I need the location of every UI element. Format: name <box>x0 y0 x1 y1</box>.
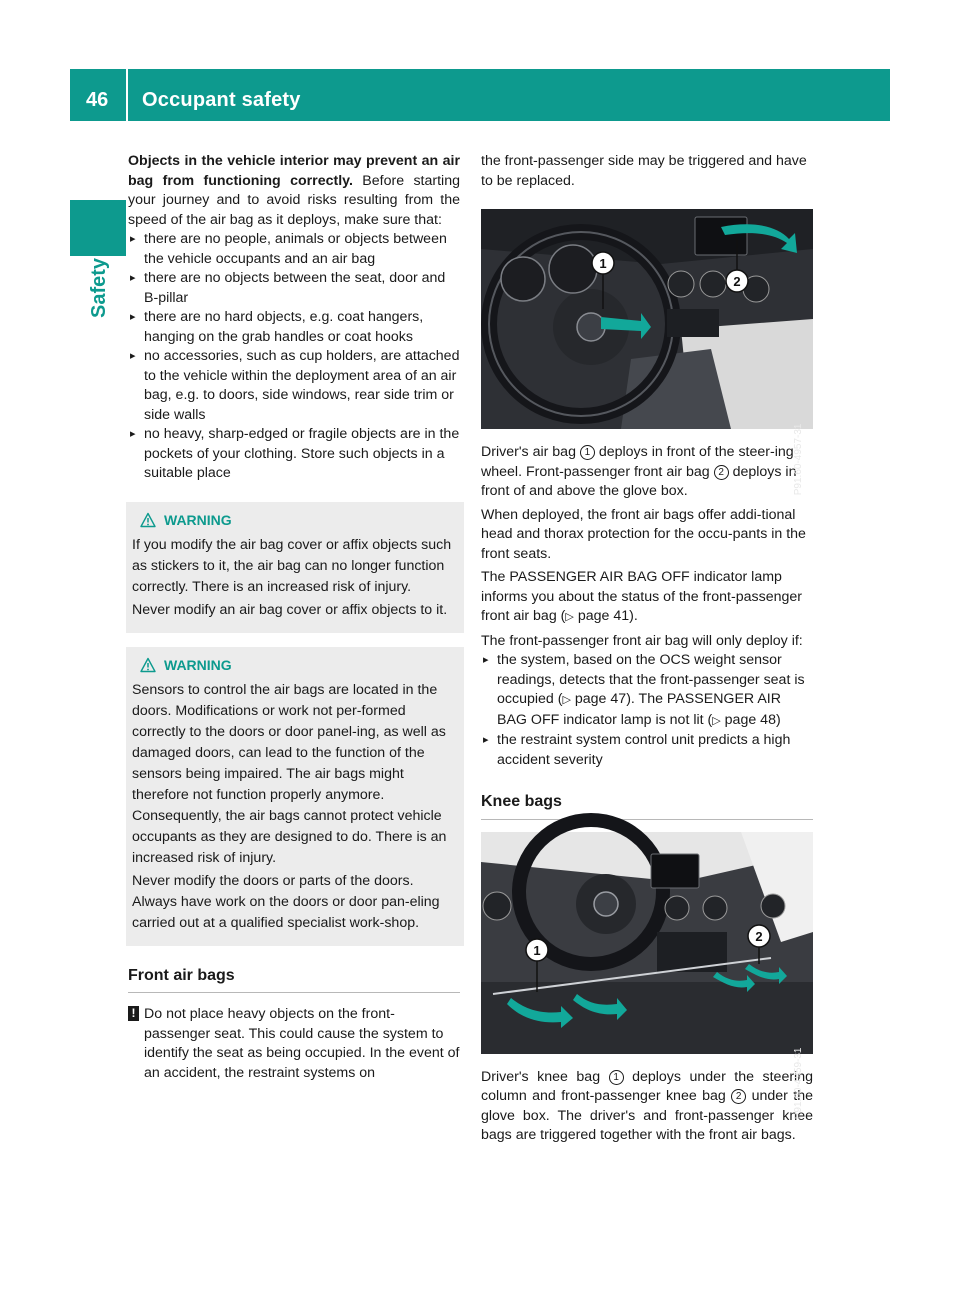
page-ref-arrow-icon: ▷ <box>712 714 721 727</box>
list-item: ▸ there are no hard objects, e.g. coat hangers, hanging on the grab handles or coat hooks <box>128 308 460 347</box>
text-span: Driver's knee bag <box>481 1068 609 1085</box>
figure-callout-1: 1 <box>599 256 607 271</box>
side-section-label: Safety <box>88 257 110 318</box>
section-heading-front-air-bags: Front air bags <box>128 966 460 994</box>
page-ref-arrow-icon: ▷ <box>565 611 574 623</box>
warning-header <box>140 655 458 676</box>
callout-2-icon: 2 <box>731 1089 746 1104</box>
list-item: ▸ there are no people, animals or objects between the vehicle occupants and an air bag <box>128 230 460 269</box>
text-span: Driver's air bag <box>481 444 580 460</box>
warning-triangle-icon <box>140 512 156 528</box>
list-item <box>481 651 813 731</box>
page-number: 46 <box>86 89 109 111</box>
warning-text: Sensors to control the air bags are located in the doors. Modifications or work not per-formed correctly to the doors or door panel-ing, as well as damaged doors, can lead to the function of the sensors being impaired. The air bags might therefore not function properly anymore. Consequently, the air bags cannot protect vehicle occupants as they are designed to do. There is an increased risk of injury. <box>132 681 447 866</box>
warning-box-1 <box>126 502 464 633</box>
intro-rest: Before starting your journey and to avoid risks resulting from the speed of the air bag as it deploys, make sure that: <box>128 172 460 228</box>
page-reference-link[interactable]: page 41 <box>577 608 630 624</box>
text-span: ) <box>775 711 781 728</box>
list-item: ▸ the restraint system control unit predicts a high accident severity <box>481 731 813 770</box>
dashboard-knee-airbags-image <box>481 832 813 1054</box>
text-span: ). <box>629 608 638 624</box>
warning-title: WARNING <box>164 656 232 673</box>
warning-header <box>140 510 458 531</box>
text-span: the system, based on the OCS weight sensor readings, detects that the front-passenger seat is occupied ( <box>497 652 805 707</box>
left-column <box>128 152 460 1083</box>
warning-text: Never modify the doors or parts of the doors. Always have work on the doors or door pan-eling carried out at a qualified specialist work-shop. <box>132 872 440 931</box>
exclamation-icon: ! <box>128 1006 139 1021</box>
page-reference-link[interactable]: page 48 <box>724 711 776 728</box>
callout-1-icon: 1 <box>609 1070 624 1085</box>
callout-2-icon: 2 <box>714 465 729 480</box>
figure-callout-2: 2 <box>733 274 741 289</box>
continued-text: the front-passenger side may be triggered and have to be replaced. <box>481 153 807 189</box>
deploy-conditions-list <box>481 651 813 770</box>
airbag-description <box>481 443 813 502</box>
right-column <box>481 152 813 1146</box>
indicator-paragraph <box>481 568 813 628</box>
text-span: deploys in front of the steer-ing wheel. Front-passenger front air bag <box>481 444 794 480</box>
notice-text: Do not place heavy objects on the front-passenger seat. This could cause the system to identify the seat as being occupied. In the event of an accident, the restraint systems on <box>144 1006 460 1081</box>
text-span: under the glove box. The driver's and front-passenger knee bags are triggered together with the front air bags. <box>481 1088 813 1143</box>
paragraph: The front-passenger front air bag will only deploy if: <box>481 632 803 649</box>
paragraph: When deployed, the front air bags offer addi-tional head and thorax protection for the occu-pants in the front seats. <box>481 506 806 562</box>
list-item: ▸ no heavy, sharp-edged or fragile objects are in the pockets of your clothing. Store such objects in a suitable place <box>128 425 460 484</box>
chapter-title: Occupant safety <box>142 89 301 111</box>
intro-bold: Objects in the vehicle interior may prevent an air bag from functioning correctly. <box>128 153 460 189</box>
callout-1-icon: 1 <box>580 445 595 460</box>
figure-code: P91.60-4959-31 <box>793 1047 805 1120</box>
page-reference-link[interactable]: page 47 <box>574 691 627 707</box>
warning-title: WARNING <box>164 511 232 528</box>
figure-code: P91.60-4957-31 <box>793 423 805 495</box>
page-ref-arrow-icon: ▷ <box>562 694 571 706</box>
text-span: The PASSENGER AIR BAG OFF indicator lamp informs you about the status of the front-passenger front air bag ( <box>481 569 802 624</box>
warning-box-2 <box>126 647 464 946</box>
figure-callout-2: 2 <box>755 928 763 944</box>
notice-paragraph <box>128 1005 460 1083</box>
side-tab-block <box>70 200 126 256</box>
header-divider <box>126 69 128 121</box>
text-span: deploys under the steering column and front-passenger knee bag <box>481 1068 813 1104</box>
warning-triangle-icon <box>140 657 156 673</box>
list-item: ▸ there are no objects between the seat, door and B-pillar <box>128 269 460 308</box>
checklist <box>128 230 460 484</box>
text-span: ). The PASSENGER AIR BAG OFF indicator lamp is not lit ( <box>497 691 781 728</box>
list-item: ▸ no accessories, such as cup holders, are attached to the vehicle within the deployment area of an air bag, e.g. to doors, side windows, rear side trim or side walls <box>128 347 460 425</box>
knee-bag-description <box>481 1068 813 1146</box>
warning-text: If you modify the air bag cover or affix objects such as stickers to it, the air bag can no longer function correctly. There is an increased risk of injury. <box>132 536 452 595</box>
page-number-box <box>70 69 126 121</box>
text-span: deploys in front of and above the glove box. <box>481 463 797 499</box>
page-header <box>70 69 890 121</box>
dashboard-front-airbags-image <box>481 209 813 429</box>
figure-callout-1: 1 <box>533 942 541 958</box>
section-heading-knee-bags: Knee bags <box>481 792 813 820</box>
intro-paragraph <box>128 152 460 230</box>
warning-text: Never modify an air bag cover or affix objects to it. <box>132 601 448 618</box>
